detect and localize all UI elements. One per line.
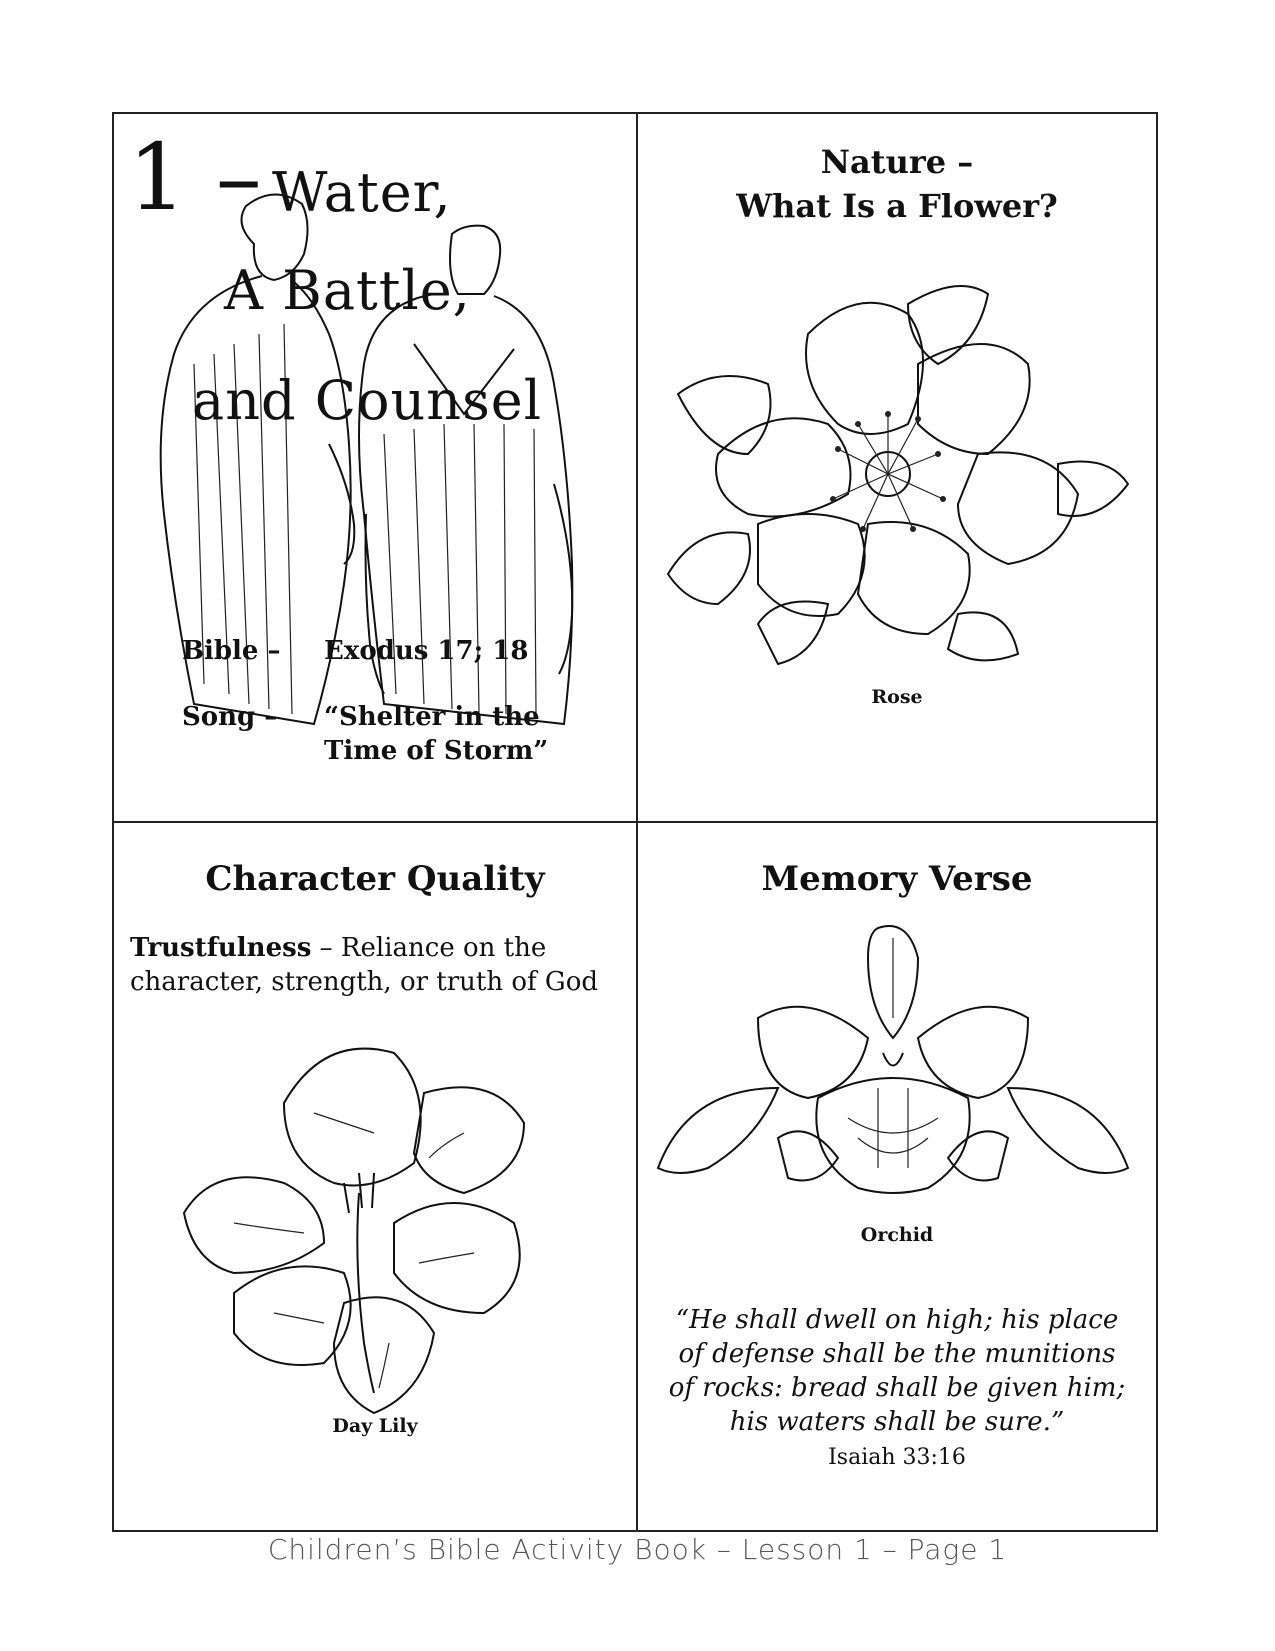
memory-verse-reference: Isaiah 33:16: [828, 1445, 966, 1470]
character-term: Trustfulness: [130, 933, 312, 963]
lesson-number-dash: –: [215, 124, 262, 231]
memory-panel: [638, 823, 1156, 1530]
bible-label: Bible –: [182, 636, 281, 666]
memory-verse-line-2: of defense shall be the munitions: [678, 1339, 1116, 1369]
nature-title-line-1: Nature –: [820, 143, 974, 181]
memory-heading: Memory Verse: [761, 859, 1033, 899]
lesson-number-digit: 1: [128, 124, 187, 231]
memory-verse: [638, 1303, 1156, 1439]
bible-reference: Exodus 17; 18: [324, 636, 529, 666]
character-heading: Character Quality: [205, 859, 545, 899]
orchid-illustration: [648, 918, 1138, 1218]
day-lily-caption: Day Lily: [332, 1415, 418, 1437]
lesson-number: [128, 124, 262, 231]
memory-verse-line-1: “He shall dwell on high; his place: [675, 1305, 1119, 1335]
lesson-title-line-2: A Battle,: [224, 259, 471, 322]
lesson-panel: [114, 114, 636, 821]
lesson-title-line-3: and Counsel: [192, 369, 543, 432]
orchid-caption: Orchid: [860, 1224, 934, 1246]
memory-verse-line-3: of rocks: bread shall be given him;: [668, 1373, 1126, 1403]
activity-page-grid: [112, 112, 1158, 1532]
day-lily-illustration: [174, 1023, 574, 1423]
nature-title-line-2: What Is a Flower?: [736, 187, 1058, 225]
rose-caption: Rose: [871, 686, 923, 708]
song-label: Song –: [182, 702, 278, 732]
page-footer: Children’s Bible Activity Book – Lesson 1 – Page 1: [267, 1533, 1008, 1566]
memory-verse-line-4: his waters shall be sure.”: [729, 1407, 1065, 1437]
rose-illustration: [658, 274, 1138, 674]
song-title-line-1: “Shelter in the: [324, 702, 540, 732]
character-definition-text: – Reliance on the character, strength, or truth of God: [130, 933, 598, 997]
song-title-line-2: Time of Storm”: [324, 736, 549, 766]
nature-panel: [638, 114, 1156, 821]
character-panel: [114, 823, 636, 1530]
lesson-title-line-1: Water,: [272, 161, 452, 224]
song-row: [114, 700, 636, 770]
character-definition: [130, 931, 610, 999]
